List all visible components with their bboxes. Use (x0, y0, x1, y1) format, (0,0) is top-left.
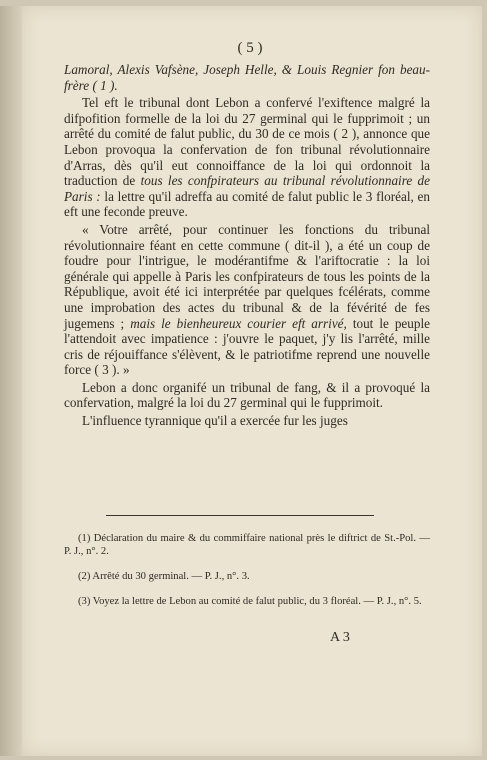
footnote-2: (2) Arrêté du 30 germinal. — P. J., n°. 3. (78, 571, 250, 582)
body-text (64, 44, 430, 431)
paragraph-1-a: Tel eft le tribunal dont Lebon a confervé l'exiftence malgré la difpofition formelle de la loi du 27 germinal qui le fupprimoit ; un arrêté du comité de falut public, du 30 de ce mois ( 2 ), annonce que Lebon provoqua la confervation de fon tribunal révolutionnaire d'Arras, dès qu'il eut connoiffance de la loi qui ordonnoit la traduction de (64, 95, 430, 189)
paragraph-2-italic: mais le bienheureux courier eft arrivé, (130, 315, 347, 331)
paragraph-3: Lebon a donc organifé un tribunal de fang, & il a provoqué la confervation, malgré la loi du 27 germinal qui le fupprimoit. (64, 379, 430, 411)
paragraph-1-b: la lettre qu'il adreffa au comité de falut public le 3 floréal, en eft une feconde preuve. (64, 188, 430, 220)
paragraph-1-italic: tous les confpirateurs au tribunal révolutionnaire de Paris : (64, 173, 430, 204)
paragraph-2-a: « Votre arrêté, pour continuer les fonctions du tribunal révolutionnaire féant en cette commune ( dit-il ), a été un coup de foudre pour l'intrigue, le modérantifme & l'ariftocratie : la loi générale qui appelle à Paris les confpirateurs de tous les points de la République, avoit été ici interprétée par quelques fcélérats, comme une improbation des actes du tribunal & de la févérité de fes jugemens ; (64, 221, 430, 331)
footnote-1: (1) Déclaration du maire & du commiffaire national près le diftrict de St.-Pol. — P. J., n°. 2. (64, 533, 430, 557)
paragraph-2-b: tout le peuple l'attendoit avec impatience : j'ouvre le paquet, j'y lis l'arrêté, mille cris de réjouiffance s'élèvent, & le patriotifme reprend une nouvelle force ( 3 ). » (64, 315, 430, 378)
paragraph-2 (64, 222, 430, 378)
names-line (64, 62, 430, 93)
footnotes (64, 532, 430, 620)
footnote-3: (3) Voyez la lettre de Lebon au comité de falut public, du 3 floréal. — P. J., n°. 5. (78, 596, 422, 607)
footnote-rule (106, 515, 374, 516)
names-line-text: Lamoral, Alexis Vafsène, Joseph Helle, & Louis Regnier fon beau-frère ( 1 ). (64, 62, 430, 93)
paragraph-4: L'influence tyrannique qu'il a exercée fur les juges (82, 413, 348, 429)
page-number: ( 5 ) (237, 40, 263, 56)
signature-mark: A 3 (330, 630, 350, 645)
book-gutter (0, 6, 22, 756)
paragraph-1 (64, 95, 430, 220)
